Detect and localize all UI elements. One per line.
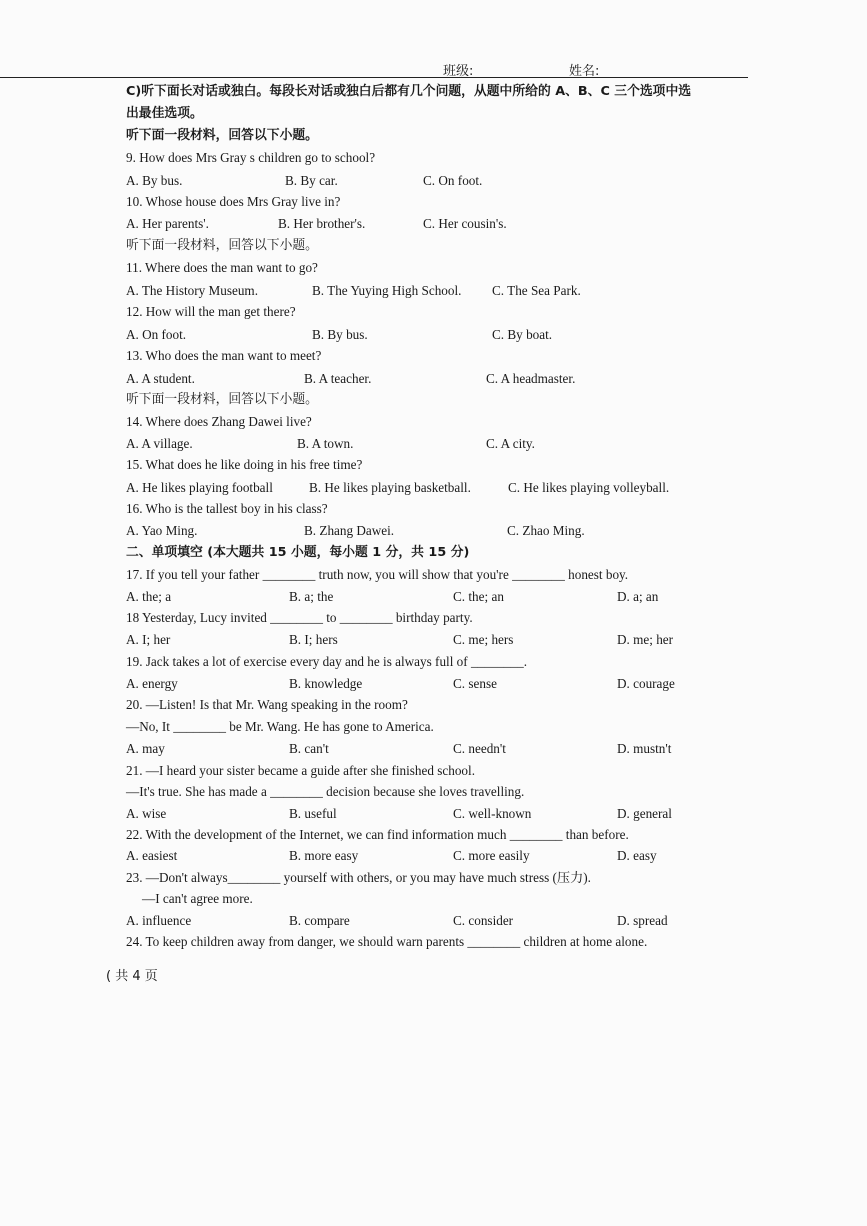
question-12: 12. How will the man get there? <box>126 304 296 319</box>
option-20c: C. needn't <box>453 741 506 756</box>
question-15: 15. What does he like doing in his free time? <box>126 457 363 472</box>
option-13c: C. A headmaster. <box>486 371 576 386</box>
option-12c: C. By boat. <box>492 327 553 342</box>
question-14: 14. Where does Zhang Dawei live? <box>126 414 312 429</box>
option-11b: B. The Yuying High School. <box>312 283 462 298</box>
header-rule <box>0 77 748 78</box>
question-23: 23. —Don't always________ yourself with others, or you may have much stress (压力). <box>126 870 591 885</box>
page-footer: ( 共 4 页 <box>106 969 158 984</box>
question-24: 24. To keep children away from danger, we should warn parents ________ children at home alone. <box>126 934 648 949</box>
option-10a: A. Her parents'. <box>126 216 209 231</box>
option-18b: B. I; hers <box>289 632 338 647</box>
question-11: 11. Where does the man want to go? <box>126 260 318 275</box>
option-20b: B. can't <box>289 741 329 756</box>
option-19b: B. knowledge <box>289 676 363 691</box>
group2-intro: 听下面一段材料，回答以下小题。 <box>126 238 318 253</box>
option-17c: C. the; an <box>453 589 504 604</box>
section-2-title: 二、单项填空 (本大题共 15 小题，每小题 1 分，共 15 分) <box>126 545 470 560</box>
group3-intro: 听下面一段材料，回答以下小题。 <box>126 392 318 407</box>
option-22c: C. more easily <box>453 848 530 863</box>
question-21-reply: —It's true. She has made a ________ decision because she loves travelling. <box>126 784 525 799</box>
question-10: 10. Whose house does Mrs Gray live in? <box>126 194 341 209</box>
name-label: 姓名: <box>569 64 600 79</box>
option-9a: A. By bus. <box>126 173 183 188</box>
question-9: 9. How does Mrs Gray s children go to school? <box>126 150 376 165</box>
option-23b: B. compare <box>289 913 350 928</box>
option-22d: D. easy <box>617 848 657 863</box>
option-9c: C. On foot. <box>423 173 483 188</box>
option-17b: B. a; the <box>289 589 334 604</box>
option-10b: B. Her brother's. <box>278 216 366 231</box>
option-19d: D. courage <box>617 676 675 691</box>
option-16b: B. Zhang Dawei. <box>304 523 395 538</box>
option-18c: C. me; hers <box>453 632 514 647</box>
option-21a: A. wise <box>126 806 167 821</box>
option-17a: A. the; a <box>126 589 172 604</box>
option-9b: B. By car. <box>285 173 338 188</box>
question-19: 19. Jack takes a lot of exercise every day and he is always full of ________. <box>126 654 527 669</box>
option-14c: C. A city. <box>486 436 535 451</box>
option-19a: A. energy <box>126 676 178 691</box>
option-12b: B. By bus. <box>312 327 368 342</box>
option-13a: A. A student. <box>126 371 195 386</box>
option-23d: D. spread <box>617 913 668 928</box>
group1-intro: 听下面一段材料，回答以下小题。 <box>126 128 318 143</box>
option-18a: A. I; her <box>126 632 171 647</box>
question-20: 20. —Listen! Is that Mr. Wang speaking in the room? <box>126 697 408 712</box>
option-15b: B. He likes playing basketball. <box>309 480 471 495</box>
option-18d: D. me; her <box>617 632 674 647</box>
question-13: 13. Who does the man want to meet? <box>126 348 322 363</box>
question-18: 18 Yesterday, Lucy invited ________ to ________ birthday party. <box>126 610 473 625</box>
question-16: 16. Who is the tallest boy in his class? <box>126 501 328 516</box>
option-11a: A. The History Museum. <box>126 283 258 298</box>
option-22b: B. more easy <box>289 848 359 863</box>
question-22: 22. With the development of the Internet, we can find information much ________ than before. <box>126 827 629 842</box>
option-16c: C. Zhao Ming. <box>507 523 585 538</box>
option-15c: C. He likes playing volleyball. <box>508 480 670 495</box>
option-14b: B. A town. <box>297 436 354 451</box>
section-c-instruction-1: C)听下面长对话或独白。每段长对话或独白后都有几个问题，从题中所给的 A、B、C 三个选项中选 <box>126 84 692 99</box>
option-15a: A. He likes playing football <box>126 480 273 495</box>
option-21c: C. well-known <box>453 806 532 821</box>
section-c-instruction-2: 出最佳选项。 <box>126 106 203 121</box>
question-23-reply: —I can't agree more. <box>142 891 253 906</box>
option-10c: C. Her cousin's. <box>423 216 507 231</box>
option-16a: A. Yao Ming. <box>126 523 198 538</box>
option-12a: A. On foot. <box>126 327 187 342</box>
option-19c: C. sense <box>453 676 497 691</box>
question-17: 17. If you tell your father ________ truth now, you will show that you're ________ honest boy. <box>126 567 629 582</box>
question-21: 21. —I heard your sister became a guide after she finished school. <box>126 763 475 778</box>
question-20-reply: —No, It ________ be Mr. Wang. He has gone to America. <box>126 719 434 734</box>
option-21d: D. general <box>617 806 672 821</box>
option-20d: D. mustn't <box>617 741 672 756</box>
option-14a: A. A village. <box>126 436 193 451</box>
option-21b: B. useful <box>289 806 337 821</box>
class-label: 班级: <box>443 64 474 79</box>
option-22a: A. easiest <box>126 848 178 863</box>
option-23a: A. influence <box>126 913 192 928</box>
option-17d: D. a; an <box>617 589 659 604</box>
option-23c: C. consider <box>453 913 514 928</box>
option-20a: A. may <box>126 741 165 756</box>
option-11c: C. The Sea Park. <box>492 283 581 298</box>
option-13b: B. A teacher. <box>304 371 372 386</box>
